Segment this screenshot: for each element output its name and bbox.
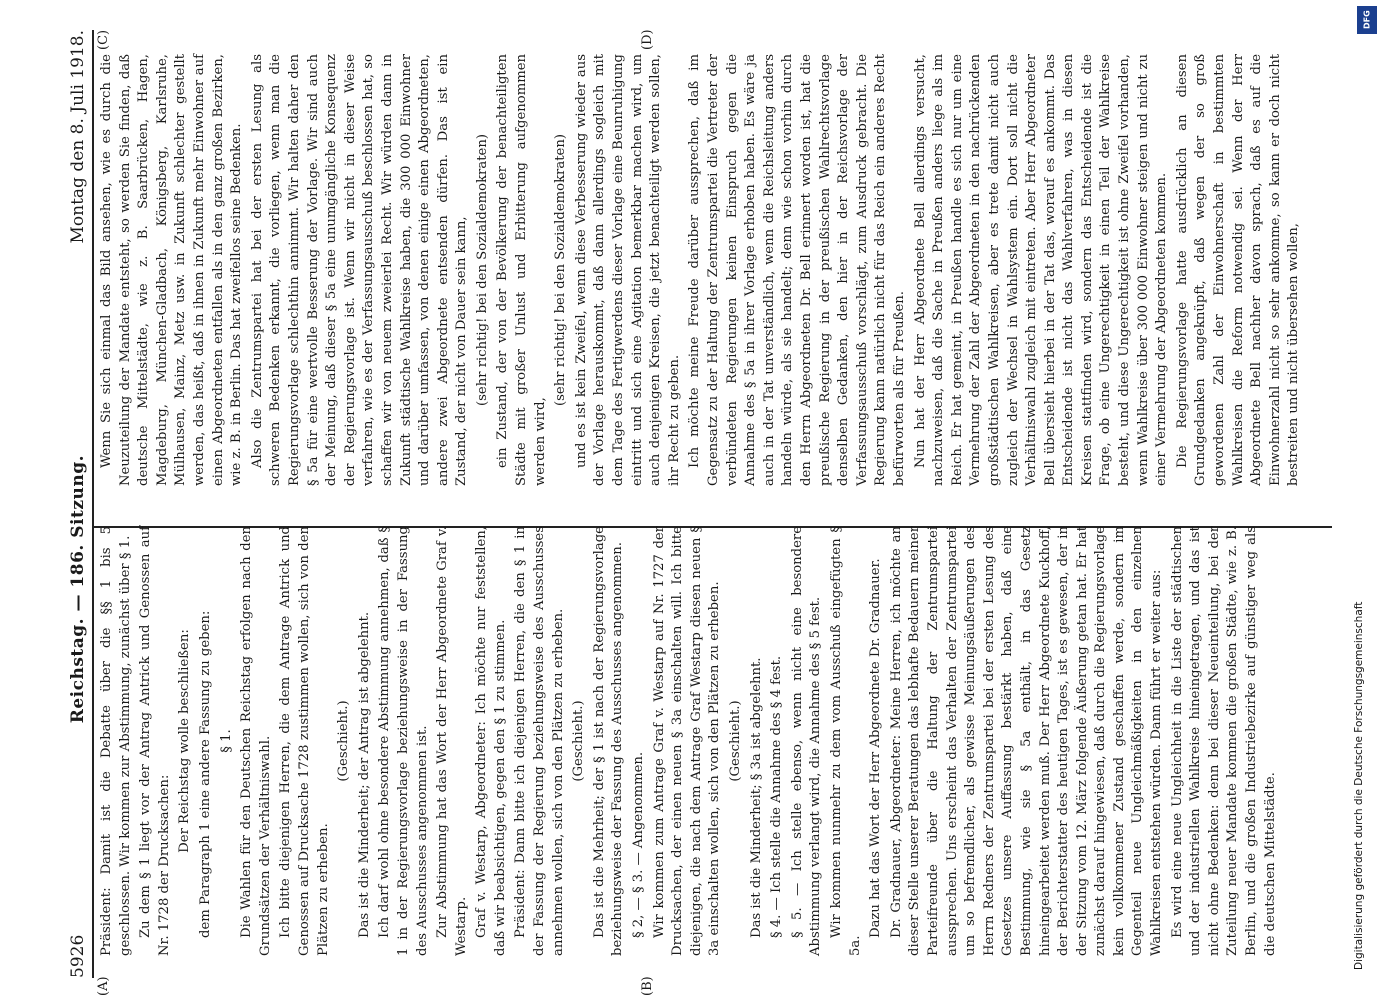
paragraph: (Geschieht.) [571, 700, 587, 782]
paragraph: (Geschieht.) [336, 700, 352, 782]
margin-marker-a: (A) [96, 976, 111, 996]
page-header [62, 30, 94, 978]
paragraph: Das ist die Minderheit; der Antrag ist abgelehnt. [356, 611, 372, 938]
paragraph: § 2, — § 3. — Angenommen. [631, 751, 647, 938]
paragraph: Nun hat der Herr Abgeordnete Bell allerdings versucht, nachzuweisen, daß die Sache in Preußen anders liege als im Reich. Er hat gemeint, in Preußen handle es sich nur um eine Vermehrung der Zahl der Abgeordneten in den nachrückenden großstädtischen Wahlkreisen, aber es trete damit nicht auch zugleich der Wechsel in Wahlsystem ein. Dort soll nicht die Verhältniswahl zugleich mit eintreten. Aber Herr Abgeordneter Bell übersieht hierbei in der Tat das, worauf es ankommt. Das Entscheidende ist nicht das Wahlverfahren, was in diesen Kreisen stattfinden wird, sondern das Entscheidende ist die Frage, ob eine Ungerechtigkeit in einen Teil der Wahlkreise besteht, und diese Ungerechtigkeit ist ohne Zweifel vorhanden, wenn Wahlkreise über 300 000 Einwohner steigen und nicht zu einer Vermehrung der Abgeordneten kommen. [912, 54, 1170, 486]
margin-marker-c: (C) [96, 29, 111, 50]
session-title: Reichstag. — 186. Sitzung. [68, 454, 88, 724]
paragraph: Das ist die Mehrheit; der § 1 ist nach der Regierungsvorlage beziehungsweise der Fassung des Ausschusses angenommen. [591, 526, 626, 956]
paragraph: Ich bitte diejenigen Herren, die dem Antrage Antrick und Genossen auf Drucksache 1728 zustimmen wollen, sich von den Plätzen zu erheben. [278, 526, 331, 956]
paragraph: Präsident: Damit ist die Debatte über die §§ 1 bis 5 geschlossen. Wir kommen zur Abstimmung, zunächst über § 1. [99, 526, 133, 956]
paragraph: Die Regierungsvorlage hatte ausdrücklich an diesen Grundgedanken angeknüpft, daß wegen der so groß gewordenen Zahl der Einwohnerschaft in bestimmten Wahlkreisen die Reform notwendig sei. Wenn der Herr Abgeordnete Bell nachher davon sprach, daß es auf die Einwohnerzahl nicht so sehr ankomme, so kann er doch nicht bestreiten und nicht übersehen wollen, [1174, 54, 1302, 486]
dfg-logo: DFG [1357, 6, 1377, 34]
paragraph: Also die Zentrumspartei hat bei der ersten Lesung als schweren Bedenken erkannt, die vorliegen, wenn man die Regierungsvorlage schlechthin annimmt. Wir halten daher den § 5a für eine wertvolle Besserung der Vorlage. Wir sind auch der Meinung, daß dieser § 5a eine unumgängliche Konsequenz der Regierungsvorlage ist. Wenn wir nicht in dieser Weise verfahren, wie es der Verfassungsausschuß beschlossen hat, so schaffen wir von neuem zweierlei Recht. Wir würden dann in Zukunft städtische Wahlkreise haben, die 300 000 Einwohner und darüber umfassen, von denen einige einen Abgeordneten, andere zwei Abgeordnete entsenden dürfen. Das ist ein Zustand, der nicht von Dauer sein kann, [249, 54, 470, 486]
paragraph: Graf v. Westarp, Abgeordneter: Ich möchte nur feststellen, daß wir beabsichtigen, gegen den § 1 zu stimmen. [474, 526, 508, 956]
paragraph: dem Paragraph 1 eine andere Fassung zu geben: [197, 610, 213, 938]
page-number: 5926 [68, 934, 88, 978]
paragraph: Wir kommen nunmehr zu dem vom Ausschuß eingefügten § 5a. [828, 526, 863, 956]
paragraph: ein Zustand, der von der Bevölkerung der benachteiligten Städte mit großer Unlust und Erbitterung aufgenommen werden wird, [495, 54, 548, 486]
paragraph: § 5. — Ich stelle ebenso, wenn nicht eine besondere Abstimmung verlangt wird, die Annahme des § 5 fest. [789, 526, 824, 956]
paragraph: § 1. [218, 729, 234, 753]
paragraph: Es wird eine neue Ungleichheit in die Liste der städtischen und der industriellen Wahlkreise hineingetragen, und das ist nicht ohne Bedenken: denn bei dieser Neueinteilung, bei der Zuteilung neuer Mandate kommen die großen Städte, wie z. B. Berlin, und die großen Industriebezirke auf günstiger weg als die deutschen Mittelstädte. [1169, 526, 1278, 956]
right-column [98, 54, 1306, 486]
paragraph: Wir kommen zum Antrage Graf v. Westarp auf Nr. 1727 der Drucksachen, der einen neuen § 3a einschalten will. Ich bitte diejenigen, die nach dem Antrage Graf Westarp diesen neuen § 3a einschalten wollen, sich von den Plätzen zu erheben. [651, 526, 723, 956]
paragraph: Dr. Gradnauer, Abgeordneter: Meine Herren, ich möchte an dieser Stelle unserer Beratungen das lebhafte Bedauern meiner Parteifreunde über die Haltung der Zentrumspartei aussprechen. Uns erscheint das Verhalten der Zentrumspartei um so befremdlicher, als gewisse Meinungsäußerungen des Herrn Redners der Zentrumspartei bei der ersten Lesung des Gesetzes unsere Auffassung bestärkt haben, daß eine Bestimmung, wie sie § 5a enthält, in das Gesetz hineingearbeitet werden muß. Der Herr Abgeordnete Kuckhoff, der Berichterstatter des heutigen Tages, ist es gewesen, der in der Sitzung vom 12. März folgende Äußerung getan hat. Er hat zunächst darauf hingewiesen, daß durch die Regierungsvorlage kein vollkommener Zustand geschaffen werde, sondern im Gegenteil neue Ungleichmäßigkeiten in den einzelnen Wahlkreisen entstehen würden. Dann führt er weiter aus: [888, 526, 1165, 956]
paragraph: § 4. — Ich stelle die Annahme des § 4 fest. [769, 655, 785, 938]
paragraph: Dazu hat das Wort der Herr Abgeordnete Dr. Gradnauer. [868, 558, 884, 938]
paragraph: Ich darf wohl ohne besondere Abstimmung annehmen, daß § 1 in der Regierungsvorlage beziehungsweise in der Fassung des Ausschusses angenommen ist. [377, 526, 430, 956]
margin-marker-b: (B) [640, 976, 655, 996]
paragraph: (sehr richtig! bei den Sozialdemokraten) [553, 134, 569, 406]
paragraph: Der Reichstag wolle beschließen: [177, 629, 193, 853]
paragraph: Das ist die Minderheit; § 3a ist abgelehnt. [748, 657, 764, 938]
paragraph: (Geschieht.) [728, 700, 743, 782]
paragraph: Zu dem § 1 liegt vor der Antrag Antrick und Genossen auf Nr. 1728 der Drucksachen: [138, 526, 172, 956]
paragraph: und es ist kein Zweifel, wenn diese Verbesserung wieder aus der Vorlage herauskommt, daß dann allerdings sogleich mit dem Tage des Fertigwerdens dieser Vorlage eine Beunruhigung eintritt und sich eine Agitation bemerkbar machen wird, um auch denjenigen Kreisen, die jetzt benachteiligt werden sollen, ihr Recht zu geben. [573, 54, 682, 486]
left-column [98, 526, 1282, 956]
digitization-credit: Digitalisierung gefördert durch die Deutsche Forschungsgemeinschaft [1353, 601, 1365, 970]
paragraph: Wenn Sie sich einmal das Bild ansehen, wie es durch die Neuzuteilung der Mandate entsteht, so werden Sie finden, daß deutsche Mittelstädte, wie z. B. Saarbrücken, Hagen, Magdeburg, München-Gladbach, Königsberg, Karlsruhe, Mülhausen, Mainz, Metz usw. in Zukunft schlechter gestellt werden, das heißt, daß in ihnen in Zukunft mehr Einwohner auf einen Abgeordneten entfallen als in den ganz großen Bezirken, wie z. B. in Berlin. Das hat zweifellos seine Bedenken. [99, 54, 245, 486]
margin-marker-d: (D) [640, 29, 655, 50]
paragraph: (sehr richtig! bei den Sozialdemokraten) [474, 134, 490, 406]
session-date: Montag den 8. Juli 1918. [68, 30, 88, 244]
paragraph: Ich möchte meine Freude darüber aussprechen, daß im Gegensatz zu der Haltung der Zentrumspartei die Vertreter der verbündeten Regierungen keinen Einspruch gegen die Annahme des § 5a in ihrer Vorlage erhoben haben. Es wäre ja auch in der Tat unverständlich, wenn die Reichsleitung anders handeln würde, als sie handelt; denn wie schon vorhin durch den Herrn Abgeordneten Dr. Bell erinnert worden ist, hat die preußische Regierung in der preußischen Wahlrechtsvorlage denselben Gedanken, den hier in der Reichsvorlage der Verfassungsausschuß vorschlägt, zum Ausdruck gebracht. Die Regierung kann natürlich nicht für das Reich ein anderes Recht befürworten als für Preußen. [687, 54, 907, 486]
paragraph: Präsident: Dann bitte ich diejenigen Herren, die den § 1 in der Fassung der Regierung beziehungsweise des Ausschusses annehmen wollen, sich von den Plätzen zu erheben. [513, 526, 566, 956]
paragraph: Zur Abstimmung hat das Wort der Herr Abgeordnete Graf v. Westarp. [435, 526, 469, 956]
paragraph: Die Wahlen für den Deutschen Reichstag erfolgen nach den Grundsätzen der Verhältniswahl. [239, 526, 273, 956]
